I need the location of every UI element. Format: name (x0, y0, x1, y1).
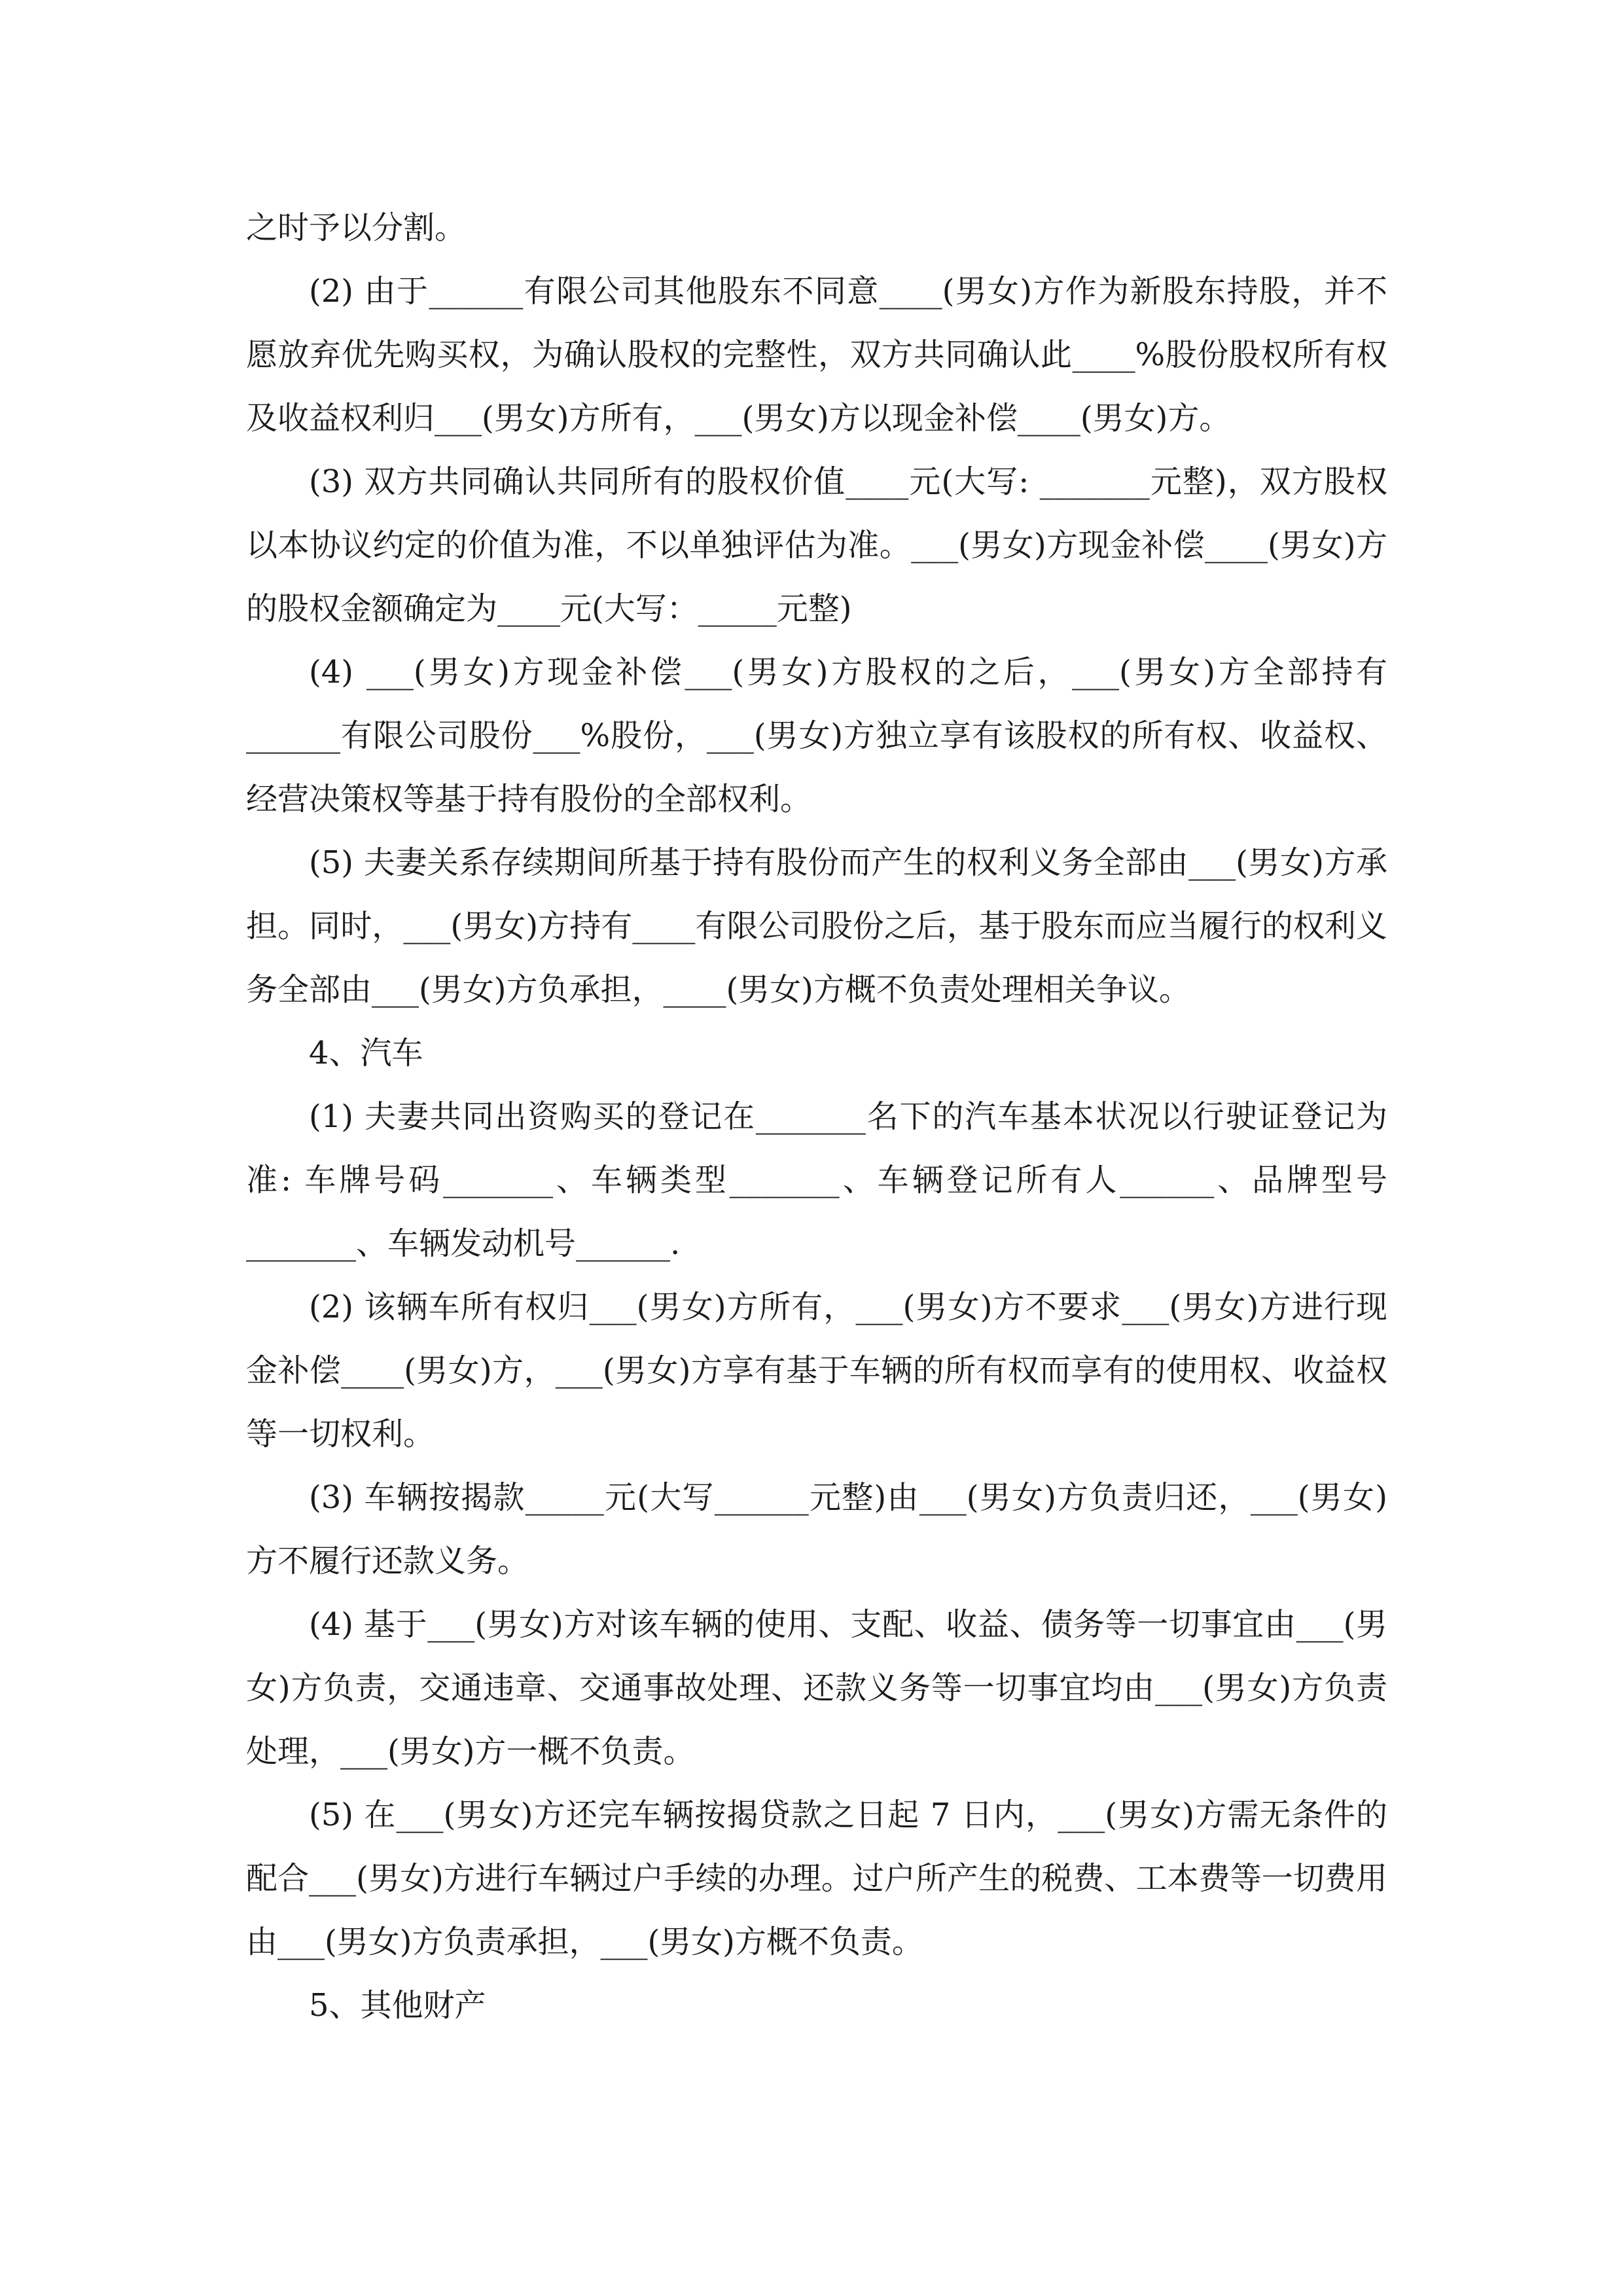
section-heading-car: 4、汽车 (309, 1035, 423, 1071)
paragraph-equity-2: (2) 由于______有限公司其他股东不同意____(男女)方作为新股东持股，并不愿放弃优先购买权，为确认股权的完整性，双方共同确认此____%股份股权所有权及收益权利归___(男女)方所有，___(男女)方以现金补偿____(男女)方。 (246, 273, 1387, 437)
paragraph-car-3: (3) 车辆按揭款_____元(大写______元整)由___(男女)方负责归还，___(男女)方不履行还款义务。 (246, 1479, 1387, 1579)
paragraph-car-4: (4) 基于___(男女)方对该车辆的使用、支配、收益、债务等一切事宜由___(男女)方负责，交通违章、交通事故处理、还款义务等一切事宜均由___(男女)方负责处理，___(男女)方一概不负责。 (246, 1606, 1387, 1770)
paragraph-equity-3: (3) 双方共同确认共同所有的股权价值____元(大写: _______元整)，双方股权以本协议约定的价值为准，不以单独评估为准。___(男女)方现金补偿____(男女)方的股权金额确定为____元(大写：_____元整) (246, 463, 1387, 627)
paragraph-continuation: 之时予以分割。 (246, 209, 467, 246)
paragraph-equity-5: (5) 夫妻关系存续期间所基于持有股份而产生的权利义务全部由___(男女)方承担。同时，___(男女)方持有____有限公司股份之后，基于股东而应当履行的权利义务全部由___(男女)方负承担，____(男女)方概不负责处理相关争议。 (246, 844, 1387, 1008)
paragraph-car-1: (1) 夫妻共同出资购买的登记在_______名下的汽车基本状况以行驶证登记为准: 车牌号码_______、车辆类型_______、车辆登记所有人______、品牌型号_______、车辆发动机号______. (246, 1098, 1387, 1262)
section-heading-other-property: 5、其他财产 (309, 1987, 486, 2024)
paragraph-equity-4: (4) ___(男女)方现金补偿___(男女)方股权的之后，___(男女)方全部持有______有限公司股份___%股份，___(男女)方独立享有该股权的所有权、收益权、经营决策权等基于持有股份的全部权利。 (246, 654, 1387, 817)
paragraph-car-5: (5) 在___(男女)方还完车辆按揭贷款之日起 7 日内，___(男女)方需无条件的配合___(男女)方进行车辆过户手续的办理。过户所产生的税费、工本费等一切费用由___(男女)方负责承担，___(男女)方概不负责。 (246, 1797, 1387, 1960)
paragraph-car-2: (2) 该辆车所有权归___(男女)方所有，___(男女)方不要求___(男女)方进行现金补偿____(男女)方，___(男女)方享有基于车辆的所有权而享有的使用权、收益权等一切权利。 (246, 1289, 1387, 1452)
